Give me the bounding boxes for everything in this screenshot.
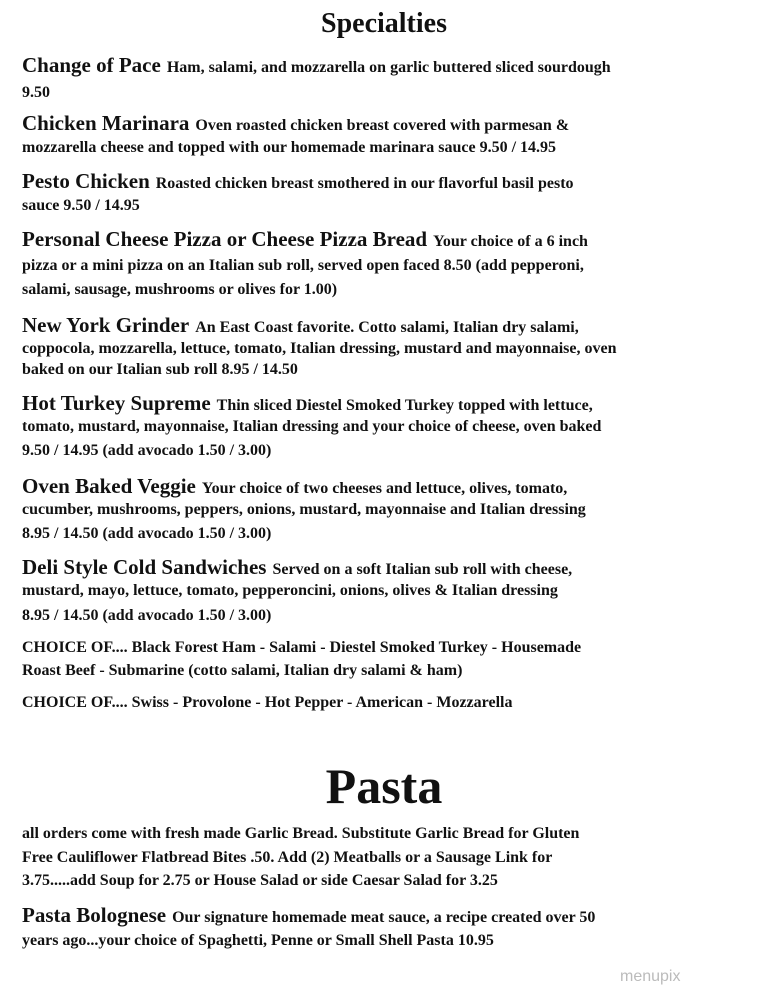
item-desc: sauce 9.50 / 14.95 — [22, 197, 140, 214]
item-desc: Ham, salami, and mozzarella on garlic buttered sliced sourdough — [166, 59, 611, 76]
choice-line: CHOICE OF.... Swiss - Provolone - Hot Pepper - American - Mozzarella — [22, 694, 513, 711]
item-desc: Thin sliced Diestel Smoked Turkey topped with lettuce, — [216, 397, 593, 414]
item-desc: Served on a soft Italian sub roll with cheese, — [272, 561, 573, 578]
item-desc: baked on our Italian sub roll 8.95 / 14.50 — [22, 361, 298, 378]
item-name: Pasta Bolognese — [22, 903, 167, 927]
item-desc: tomato, mustard, mayonnaise, Italian dressing and your choice of cheese, oven baked — [22, 418, 602, 435]
item-desc: 9.50 — [22, 84, 50, 101]
choice-line: CHOICE OF.... Black Forest Ham - Salami - Diestel Smoked Turkey - Housemade — [22, 639, 582, 656]
item-desc: coppocola, mozzarella, lettuce, tomato, Italian dressing, mustard and mayonnaise, oven — [22, 340, 617, 357]
item-name: Hot Turkey Supreme — [22, 391, 211, 415]
item-name: New York Grinder — [22, 313, 190, 337]
item-desc: Your choice of two cheeses and lettuce, olives, tomato, — [201, 480, 568, 497]
item-desc: cucumber, mushrooms, peppers, onions, mustard, mayonnaise and Italian dressing — [22, 501, 586, 518]
item-desc: An East Coast favorite. Cotto salami, Italian dry salami, — [195, 319, 579, 336]
watermark: menupix — [620, 968, 681, 985]
item-desc: Oven roasted chicken breast covered with parmesan & — [195, 117, 570, 134]
item-desc: Roasted chicken breast smothered in our flavorful basil pesto — [155, 175, 574, 192]
item-desc: Our signature homemade meat sauce, a recipe created over 50 — [172, 909, 596, 926]
pasta-heading: Pasta — [325, 758, 443, 814]
intro-line: 3.75.....add Soup for 2.75 or House Salad or side Caesar Salad for 3.25 — [22, 872, 498, 889]
choice-line: Roast Beef - Submarine (cotto salami, Italian dry salami & ham) — [22, 662, 463, 679]
item-name: Chicken Marinara — [22, 111, 190, 135]
item-desc: pizza or a mini pizza on an Italian sub roll, served open faced 8.50 (add pepperoni, — [22, 257, 584, 274]
intro-line: all orders come with fresh made Garlic Bread. Substitute Garlic Bread for Gluten — [22, 825, 580, 842]
item-desc: salami, sausage, mushrooms or olives for 1.00) — [22, 281, 338, 298]
item-name: Pesto Chicken — [22, 169, 150, 193]
item-desc: 8.95 / 14.50 (add avocado 1.50 / 3.00) — [22, 525, 272, 542]
item-desc: mustard, mayo, lettuce, tomato, pepperoncini, onions, olives & Italian dressing — [22, 582, 558, 599]
specialties-heading: Specialties — [321, 8, 447, 39]
item-name: Oven Baked Veggie — [22, 474, 196, 498]
item-name: Change of Pace — [22, 53, 161, 77]
item-desc: 8.95 / 14.50 (add avocado 1.50 / 3.00) — [22, 607, 272, 624]
item-name: Personal Cheese Pizza or Cheese Pizza Bread — [22, 227, 428, 251]
item-name: Deli Style Cold Sandwiches — [22, 555, 267, 579]
item-desc: Your choice of a 6 inch — [433, 233, 588, 250]
item-desc: years ago...your choice of Spaghetti, Penne or Small Shell Pasta 10.95 — [22, 932, 494, 949]
item-desc: 9.50 / 14.95 (add avocado 1.50 / 3.00) — [22, 442, 272, 459]
item-desc: mozzarella cheese and topped with our homemade marinara sauce 9.50 / 14.95 — [22, 139, 557, 156]
intro-line: Free Cauliflower Flatbread Bites .50. Add (2) Meatballs or a Sausage Link for — [22, 849, 553, 866]
